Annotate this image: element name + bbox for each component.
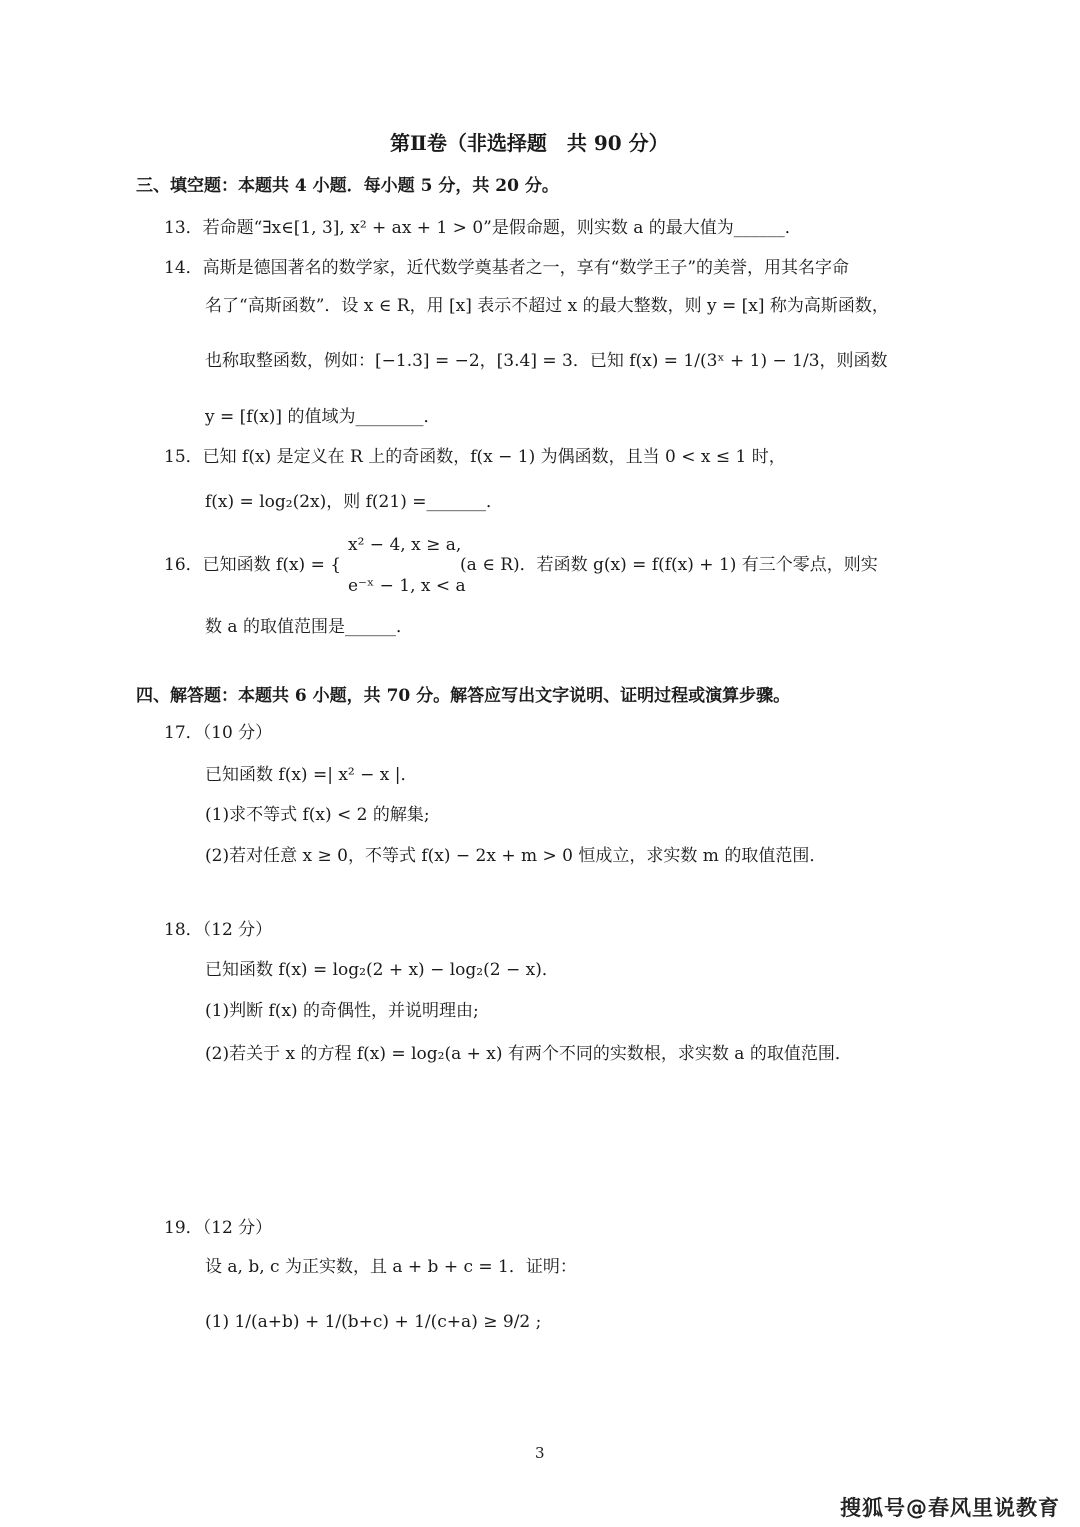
question-19-sub1: (1) 1/(a+b) + 1/(b+c) + 1/(c+a) ≥ 9/2 ;: [205, 1312, 542, 1332]
question-18-sub2: (2)若关于 x 的方程 f(x) = log₂(a + x) 有两个不同的实数根，求实数 a 的取值范围．: [205, 1044, 852, 1064]
question-18-sub1: (1)判断 f(x) 的奇偶性，并说明理由;: [205, 1001, 479, 1021]
watermark-text: 搜狐号@春风里说教育: [840, 1496, 1060, 1520]
question-17-sub2: (2)若对任意 x ≥ 0，不等式 f(x) − 2x + m > 0 恒成立，求实数 m 的取值范围．: [205, 846, 827, 866]
question-15-line2: f(x) = log₂(2x)，则 f(21) =_______．: [205, 492, 503, 512]
question-18-number: 18．（12 分）: [164, 920, 273, 940]
part4-heading: 四、解答题：本题共 6 小题，共 70 分。解答应写出文字说明、证明过程或演算步骤。: [136, 686, 791, 706]
question-17-sub1: (1)求不等式 f(x) < 2 的解集;: [205, 805, 430, 825]
question-15-line1: 15．已知 f(x) 是定义在 R 上的奇函数，f(x − 1) 为偶函数，且当 0 < x ≤ 1 时，: [164, 447, 786, 467]
question-16-line2: 数 a 的取值范围是______．: [205, 617, 413, 637]
question-13: 13．若命题“∃x∈[1, 3], x² + ax + 1 > 0”是假命题，则实数 a 的最大值为______．: [164, 218, 802, 238]
question-14-line2: 名了“高斯函数”．设 x ∈ R，用 [x] 表示不超过 x 的最大整数，则 y = [x] 称为高斯函数，: [205, 296, 889, 316]
question-19-stem: 设 a, b, c 为正实数，且 a + b + c = 1．证明：: [205, 1257, 577, 1277]
question-18-stem: 已知函数 f(x) = log₂(2 + x) − log₂(2 − x)．: [205, 960, 559, 980]
question-17-stem: 已知函数 f(x) =| x² − x |．: [205, 765, 418, 785]
question-16-case2: e⁻ˣ − 1, x < a: [348, 576, 466, 596]
part3-heading: 三、填空题：本题共 4 小题．每小题 5 分，共 20 分。: [136, 176, 559, 196]
question-17-number: 17．（10 分）: [164, 723, 273, 743]
question-19-number: 19．（12 分）: [164, 1218, 273, 1238]
page-number: 3: [535, 1444, 545, 1462]
question-16-case1: x² − 4, x ≥ a,: [348, 535, 462, 555]
question-14-line1: 14．高斯是德国著名的数学家，近代数学奠基者之一，享有“数学王子”的美誉，用其名字命: [164, 258, 850, 278]
question-16-line1: 16．已知函数 f(x) = { (a ∈ R)．若函数 g(x) = f(f(x) + 1) 有三个零点，则实: [164, 555, 878, 575]
question-14-line3: 也称取整函数，例如：[−1.3] = −2，[3.4] = 3．已知 f(x) = 1/(3ˣ + 1) − 1/3，则函数: [205, 351, 888, 371]
question-14-line4: y = [f(x)] 的值域为________．: [205, 407, 441, 427]
section-title: 第Ⅱ卷（非选择题 共 90 分）: [390, 131, 669, 155]
